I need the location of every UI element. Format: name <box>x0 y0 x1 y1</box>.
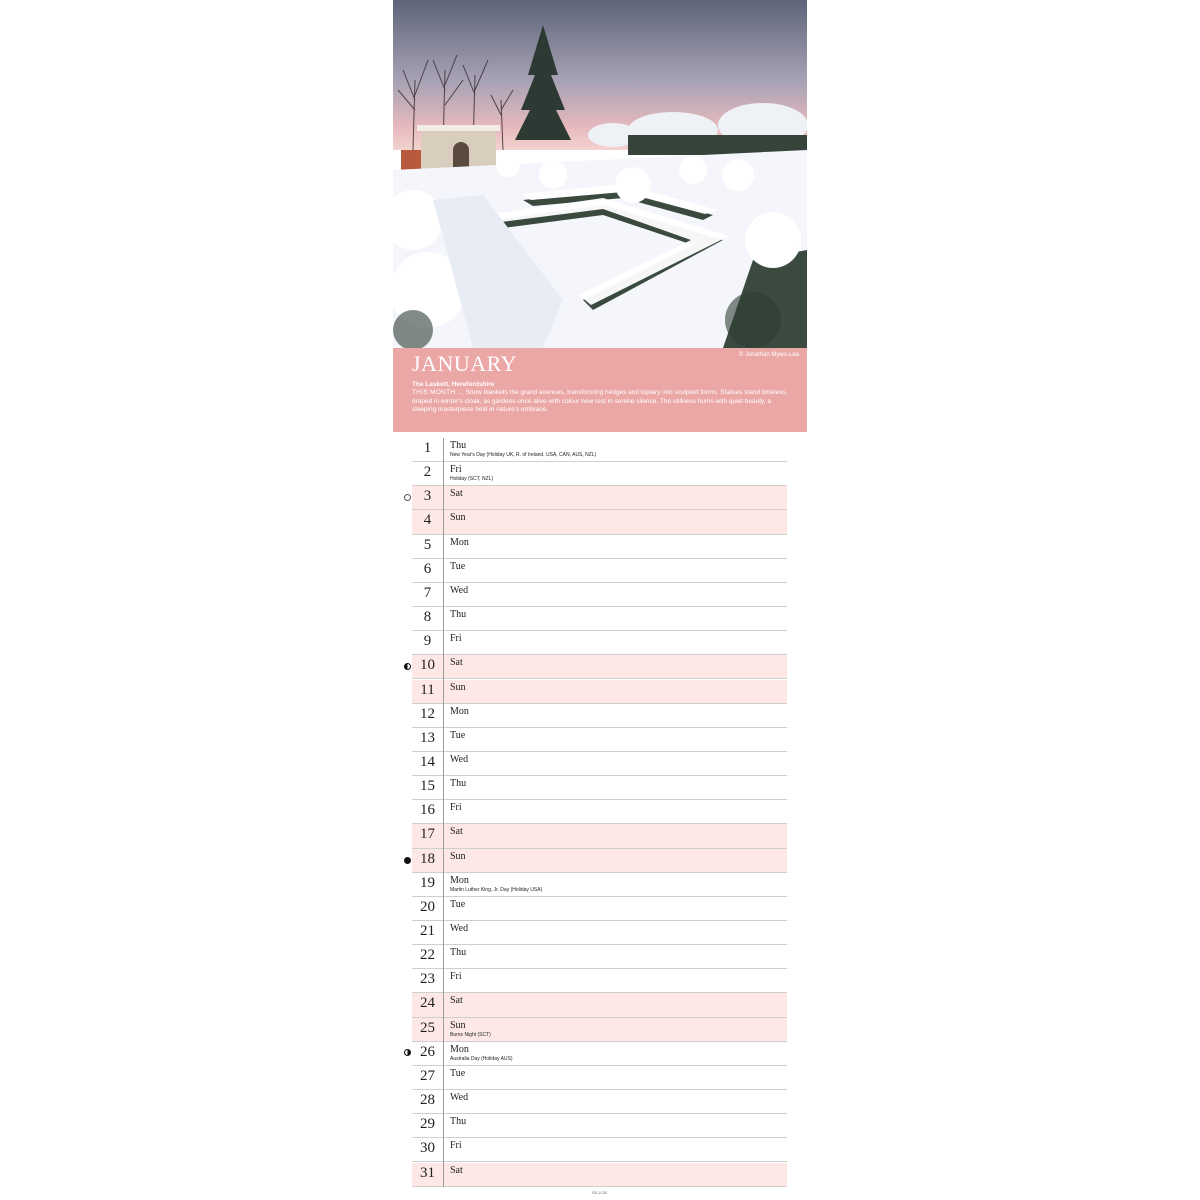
day-number: 27 <box>420 1067 435 1084</box>
day-number: 12 <box>420 705 435 722</box>
month-title: JANUARY <box>412 351 517 376</box>
day-number: 18 <box>420 850 435 867</box>
day-row[interactable] <box>412 535 787 559</box>
day-number: 21 <box>420 923 435 939</box>
day-number: 23 <box>420 971 435 988</box>
weekday-name: Sun <box>450 512 466 524</box>
day-row[interactable] <box>412 824 787 848</box>
day-row[interactable] <box>412 873 787 897</box>
last-quarter-moon-icon <box>404 1049 411 1056</box>
day-number: 8 <box>423 609 432 626</box>
day-row[interactable] <box>412 438 787 462</box>
weekday-name: Mon <box>450 536 469 548</box>
description-label: THIS MONTH <box>412 389 456 396</box>
day-row[interactable] <box>412 1042 787 1066</box>
weekday-name: Wed <box>450 584 469 596</box>
weekday-name: Sat <box>450 657 463 669</box>
day-number: 30 <box>420 1140 435 1157</box>
day-row[interactable] <box>412 921 787 945</box>
day-row[interactable] <box>412 897 787 921</box>
day-row[interactable] <box>412 800 787 824</box>
photo-location: The Laskett, Herefordshire <box>412 381 495 388</box>
day-number: 11 <box>420 681 435 698</box>
weekday-name: Mon <box>450 1043 469 1055</box>
day-number: 31 <box>420 1164 435 1181</box>
day-number: 3 <box>423 488 432 505</box>
weekday-name: Sat <box>450 826 463 838</box>
grid-divider <box>443 438 444 1187</box>
day-row[interactable] <box>412 583 787 607</box>
weekday-name: Thu <box>450 947 467 959</box>
weekday-name: Sun <box>450 850 466 862</box>
day-number: 1 <box>423 440 432 456</box>
weekday-name: Fri <box>450 1140 462 1152</box>
weekday-name: Fri <box>450 464 462 476</box>
day-number: 25 <box>420 1019 435 1036</box>
day-number: 15 <box>420 778 435 795</box>
day-row[interactable] <box>412 655 787 679</box>
day-number: 13 <box>420 729 435 746</box>
day-grid <box>412 438 787 1187</box>
weekday-name: Mon <box>450 874 469 886</box>
weekday-name: Sat <box>450 995 463 1007</box>
weekday-name: Thu <box>450 1116 467 1128</box>
day-number: 5 <box>423 536 432 553</box>
day-row[interactable] <box>412 993 787 1017</box>
holiday-note: Martin Luther King, Jr. Day (Holiday USA) <box>450 886 543 893</box>
description-text: … Snow blankets the grand avenues, transforming hedges and topiary into sculpted forms. Statues stand timeless, draped in winter's cloak, as gardens once alive with colour now rest in serene silence. The stillness hums with quiet beauty, a sleeping masterpiece held in nature's embrace. <box>412 389 788 413</box>
day-row[interactable] <box>412 752 787 776</box>
day-row[interactable] <box>412 849 787 873</box>
day-row[interactable] <box>412 1066 787 1090</box>
weekday-name: Sun <box>450 681 466 693</box>
weekday-name: Wed <box>450 753 469 765</box>
day-number: 6 <box>423 560 432 577</box>
holiday-note: New Year's Day (Holiday UK, R. of Ireland, USA, CAN, AUS, NZL) <box>450 452 597 458</box>
day-number: 10 <box>420 657 435 674</box>
day-row[interactable] <box>412 1138 787 1162</box>
weekday-name: Tue <box>450 898 466 910</box>
day-number: 7 <box>423 584 432 601</box>
weekday-name: Tue <box>450 560 466 572</box>
weekday-name: Fri <box>450 802 462 814</box>
snowy-garden-photo <box>393 0 807 348</box>
day-number: 2 <box>423 464 432 481</box>
weekday-name: Sun <box>450 1019 466 1031</box>
day-row[interactable] <box>412 1163 787 1187</box>
day-row[interactable] <box>412 776 787 800</box>
weekday-name: Sat <box>450 488 463 500</box>
day-number: 9 <box>423 633 432 650</box>
first-quarter-moon-icon <box>404 663 411 670</box>
weekday-name: Tue <box>450 729 466 741</box>
weekday-name: Thu <box>450 440 467 451</box>
day-number: 4 <box>423 512 432 529</box>
weekday-name: Fri <box>450 971 462 983</box>
day-row[interactable] <box>412 728 787 752</box>
full-moon-icon <box>404 494 411 501</box>
photo-credit: © Jonathan Myles-Lea <box>738 352 799 358</box>
day-row[interactable] <box>412 1114 787 1138</box>
day-number: 28 <box>420 1092 435 1109</box>
day-row[interactable] <box>412 1090 787 1114</box>
day-row[interactable] <box>412 462 787 486</box>
month-banner <box>393 348 807 432</box>
day-number: 16 <box>420 802 435 819</box>
day-number: 26 <box>420 1043 435 1060</box>
day-row[interactable] <box>412 969 787 993</box>
weekday-name: Sat <box>450 1164 463 1176</box>
month-description <box>412 389 797 415</box>
day-number: 24 <box>420 995 435 1012</box>
day-row[interactable] <box>412 1018 787 1042</box>
new-moon-icon <box>404 857 411 864</box>
day-number: 22 <box>420 947 435 964</box>
day-row[interactable] <box>412 631 787 655</box>
day-row[interactable] <box>412 510 787 534</box>
day-number: 17 <box>420 826 435 843</box>
day-row[interactable] <box>412 680 787 704</box>
snowy-garden-illustration <box>393 0 807 348</box>
day-row[interactable] <box>412 607 787 631</box>
weekday-name: Mon <box>450 705 469 717</box>
weekday-name: Tue <box>450 1067 466 1079</box>
weekday-name: Wed <box>450 923 469 934</box>
holiday-note: Australia Day (Holiday AUS) <box>450 1055 513 1062</box>
weekday-name: Fri <box>450 633 462 645</box>
weekday-name: Thu <box>450 609 467 621</box>
weekday-name: Wed <box>450 1092 469 1104</box>
holiday-note: Burns Night (SCT) <box>450 1031 491 1038</box>
day-number: 20 <box>420 898 435 915</box>
day-row[interactable] <box>412 704 787 728</box>
day-row[interactable] <box>412 559 787 583</box>
weekday-name: Thu <box>450 778 467 790</box>
footer-code: SX-2-26 <box>592 1190 607 1195</box>
day-number: 14 <box>420 753 435 770</box>
day-number: 29 <box>420 1116 435 1133</box>
holiday-note: Holiday (SCT, NZL) <box>450 476 494 483</box>
day-row[interactable] <box>412 945 787 969</box>
day-number: 19 <box>420 874 435 891</box>
day-row[interactable] <box>412 486 787 510</box>
